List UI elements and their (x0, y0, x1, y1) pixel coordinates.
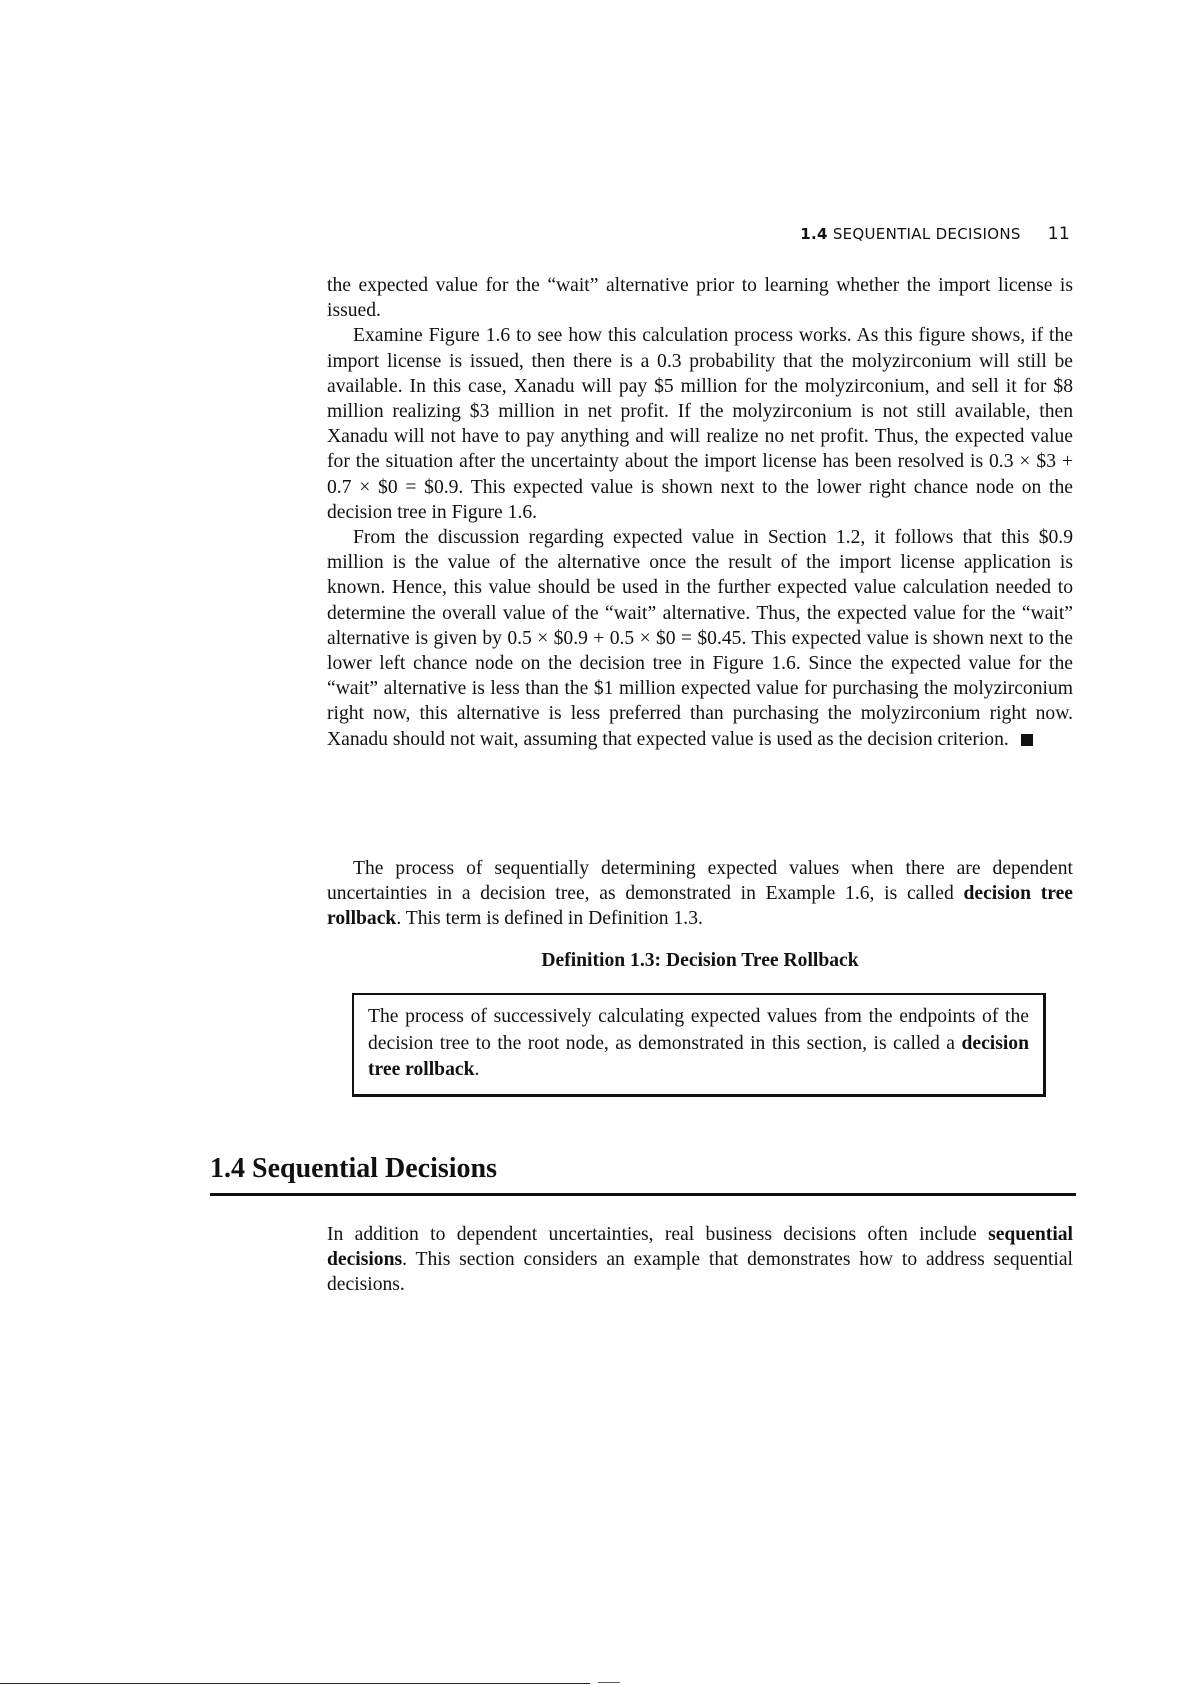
definition-text-after: . (474, 1059, 480, 1080)
footer-tick (598, 1682, 620, 1683)
section-heading: 1.4 Sequential Decisions (210, 1153, 498, 1184)
definition-term: decision tree rollback (368, 1032, 1029, 1080)
paragraph-wait-intro: the expected value for the “wait” alternative prior to learning whether the import license is issued. (327, 275, 1073, 322)
section-heading-rule (210, 1193, 1076, 1196)
paragraph-rollback-conclusion (327, 525, 1073, 752)
running-head-section-title: SEQUENTIAL DECISIONS (832, 225, 1021, 243)
rollback-intro (327, 856, 1073, 932)
running-head-section-number: 1.4 (800, 225, 828, 243)
sequential-intro-before: In addition to dependent uncertainties, real business decisions often include (327, 1224, 977, 1245)
definition-text-before: The process of successively calculating expected values from the endpoints of the decision tree to the root node, as demonstrated in this section, is called a (368, 1006, 1029, 1054)
sequential-decisions-term: sequential decisions (327, 1224, 1073, 1271)
example-continuation (327, 273, 1073, 752)
paragraph-figure-calculation: Examine Figure 1.6 to see how this calculation process works. As this figure shows, if the import license is issued, then there is a 0.3 probability that the molyzirconium will still be available. In this case, Xanadu will pay $5 million for the molyzirconium, and sell it for $8 million realizing $3 million in net profit. If the molyzirconium is not still available, then Xanadu will not have to pay anything and will realize no net profit. Thus, the expected value for the situation after the uncertainty about the import license has been resolved is 0.3 × $3 + 0.7 × $0 = $0.9. This expected value is shown next to the lower right chance node on the decision tree in Figure 1.6. (327, 325, 1073, 523)
page-number: 11 (1047, 224, 1070, 244)
end-of-example-square-icon (1021, 734, 1033, 746)
paragraph-sequential-intro (327, 1222, 1073, 1298)
running-head (700, 224, 1070, 244)
section-intro (327, 1222, 1073, 1298)
rollback-text-before: The process of sequentially determining expected values when there are dependent uncertainties in a decision tree, as demonstrated in Example 1.6, is called (327, 858, 1073, 905)
sequential-intro-after: . This section considers an example that demonstrates how to address sequential decisions. (327, 1249, 1073, 1296)
paragraph-rollback-term (327, 856, 1073, 932)
rollback-text-after: . This term is defined in Definition 1.3. (396, 908, 703, 930)
paragraph-rollback-text: From the discussion regarding expected value in Section 1.2, it follows that this $0.9 million is the value of the alternative once the result of the import license application is known. Hence, this value should be used in the further expected value calculation needed to determine the overall value of the “wait” alternative. Thus, the expected value for the “wait” alternative is given by 0.5 × $0.9 + 0.5 × $0 = $0.45. This expected value is shown next to the lower left chance node on the decision tree in Figure 1.6. Since the expected value for the “wait” alternative is less than the $1 million expected value for purchasing the molyzirconium right now, this alternative is less preferred than purchasing the molyzirconium right now. Xanadu should not wait, assuming that expected value is used as the decision criterion. (327, 527, 1073, 750)
rollback-term: decision tree rollback (327, 883, 1073, 930)
definition-box (352, 993, 1046, 1097)
definition-title: Definition 1.3: Decision Tree Rollback (541, 950, 859, 971)
footer-rule (0, 1683, 590, 1684)
